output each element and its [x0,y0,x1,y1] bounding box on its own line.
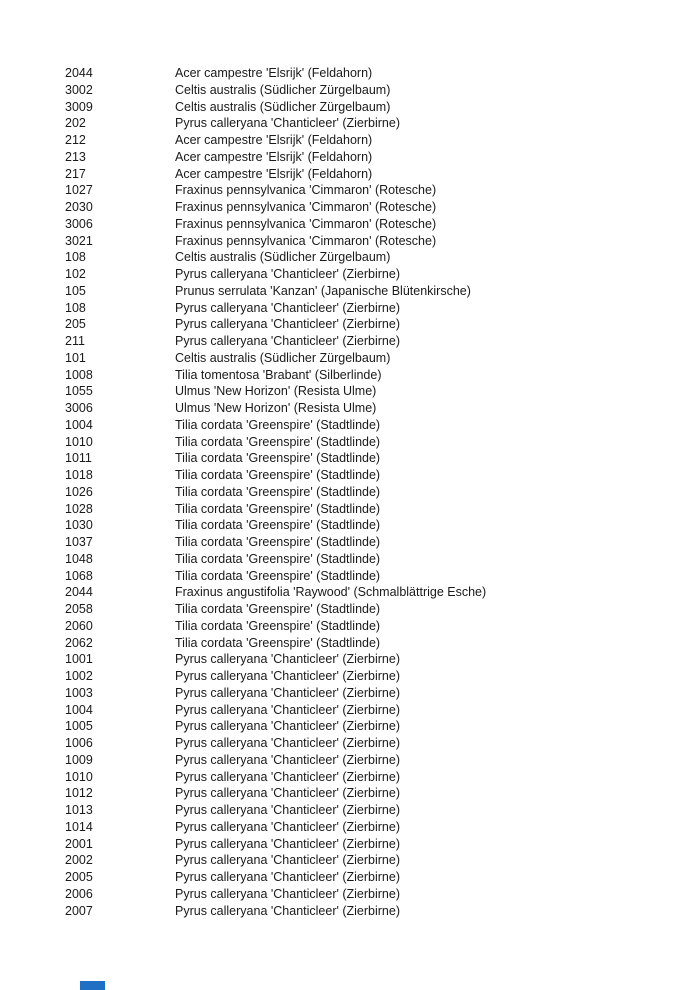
tree-species: Acer campestre 'Elsrijk' (Feldahorn) [175,149,373,164]
tree-species: Celtis australis (Südlicher Zürgelbaum) [175,350,391,365]
tree-species: Pyrus calleryana 'Chanticleer' (Zierbirne) [175,300,400,315]
tree-id: 1008 [65,367,93,382]
tree-id: 1048 [65,551,93,566]
tree-id: 2001 [65,836,93,851]
tree-id: 1068 [65,568,93,583]
table-row [65,233,680,250]
tree-id: 1028 [65,501,93,516]
tree-species: Fraxinus pennsylvanica 'Cimmaron' (Rotesche) [175,183,437,198]
tree-species: Fraxinus pennsylvanica 'Cimmaron' (Rotesche) [175,233,437,248]
table-row [65,517,680,534]
tree-id: 211 [65,334,85,348]
tree-id: 2044 [65,585,93,600]
tree-id: 1004 [65,417,93,432]
table-row [65,182,680,199]
table-row [65,300,680,317]
table-row [65,417,680,434]
tree-species: Pyrus calleryana 'Chanticleer' (Zierbirne) [175,786,400,801]
table-row [65,651,680,668]
tree-species: Tilia cordata 'Greenspire' (Stadtlinde) [175,501,381,516]
tree-id: 1006 [65,736,93,750]
tree-species: Tilia cordata 'Greenspire' (Stadtlinde) [175,618,381,633]
tree-id: 213 [65,149,86,164]
table-row [65,82,680,99]
tree-species: Pyrus calleryana 'Chanticleer' (Zierbirne) [175,819,400,834]
tree-species: Fraxinus angustifolia 'Raywood' (Schmalblättrige Esche) [175,585,487,600]
table-row [65,836,680,853]
tree-species: Ulmus 'New Horizon' (Resista Ulme) [175,384,377,399]
tree-species: Pyrus calleryana 'Chanticleer' (Zierbirne) [175,652,400,667]
table-row [65,501,680,518]
tree-species: Tilia cordata 'Greenspire' (Stadtlinde) [175,551,381,566]
tree-species: Pyrus calleryana 'Chanticleer' (Zierbirne) [175,736,400,750]
tree-species: Tilia cordata 'Greenspire' (Stadtlinde) [175,635,381,650]
tree-id: 217 [65,166,86,181]
tree-id: 1010 [65,434,93,449]
tree-species: Tilia cordata 'Greenspire' (Stadtlinde) [175,417,381,432]
tree-species: Pyrus calleryana 'Chanticleer' (Zierbirne) [175,334,400,348]
tree-id: 3006 [65,216,93,231]
tree-id: 1013 [65,803,93,817]
table-row [65,785,680,802]
table-row [65,618,680,635]
tree-species: Tilia cordata 'Greenspire' (Stadtlinde) [175,535,381,549]
tree-id: 1030 [65,518,93,533]
tree-species: Fraxinus pennsylvanica 'Cimmaron' (Rotesche) [175,200,437,214]
tree-id: 1011 [65,451,92,466]
tree-species: Tilia cordata 'Greenspire' (Stadtlinde) [175,484,381,499]
table-row [65,601,680,618]
tree-id: 212 [65,133,86,147]
tree-species: Tilia cordata 'Greenspire' (Stadtlinde) [175,568,381,583]
tree-species: Pyrus calleryana 'Chanticleer' (Zierbirne) [175,903,400,918]
tree-id: 2002 [65,853,93,868]
table-row [65,568,680,585]
tree-species: Tilia cordata 'Greenspire' (Stadtlinde) [175,434,381,449]
tree-id: 2030 [65,200,93,214]
tree-id: 1002 [65,669,93,683]
table-row [65,434,680,451]
tree-id: 1010 [65,769,93,784]
table-row [65,852,680,869]
table-row [65,333,680,350]
tree-id: 3021 [65,233,93,248]
tree-id: 1055 [65,384,93,399]
table-row [65,903,680,920]
tree-id: 2062 [65,635,93,650]
table-row [65,216,680,233]
table-row [65,99,680,116]
tree-id: 108 [65,250,86,265]
tree-species: Pyrus calleryana 'Chanticleer' (Zierbirne) [175,116,400,131]
table-row [65,350,680,367]
tree-id: 1003 [65,685,93,700]
tree-id: 108 [65,300,86,315]
table-row [65,199,680,216]
table-row [65,316,680,333]
tree-id: 2006 [65,886,93,901]
table-row [65,702,680,719]
tree-id: 2058 [65,602,93,616]
table-row [65,886,680,903]
partial-blue-element [80,981,105,990]
tree-id: 3009 [65,99,93,114]
tree-id: 1004 [65,702,93,717]
tree-species: Tilia cordata 'Greenspire' (Stadtlinde) [175,602,381,616]
table-row [65,249,680,266]
tree-id: 1037 [65,535,93,549]
table-row [65,635,680,652]
tree-id: 3002 [65,82,93,97]
table-row [65,367,680,384]
tree-species: Celtis australis (Südlicher Zürgelbaum) [175,250,391,265]
tree-species: Pyrus calleryana 'Chanticleer' (Zierbirne) [175,669,400,683]
tree-list [65,65,680,919]
tree-species: Pyrus calleryana 'Chanticleer' (Zierbirne) [175,719,400,734]
table-row [65,266,680,283]
tree-id: 101 [65,350,86,365]
table-row [65,668,680,685]
table-row [65,551,680,568]
tree-species: Pyrus calleryana 'Chanticleer' (Zierbirne) [175,752,400,767]
tree-species: Acer campestre 'Elsrijk' (Feldahorn) [175,166,373,181]
table-row [65,769,680,786]
table-row [65,450,680,467]
tree-id: 1005 [65,719,93,734]
tree-id: 2007 [65,903,93,918]
tree-id: 1018 [65,468,93,482]
tree-species: Pyrus calleryana 'Chanticleer' (Zierbirne) [175,702,400,717]
table-row [65,132,680,149]
table-row [65,869,680,886]
table-row [65,383,680,400]
tree-species: Pyrus calleryana 'Chanticleer' (Zierbirne) [175,886,400,901]
tree-id: 2044 [65,66,93,80]
table-row [65,467,680,484]
tree-species: Tilia tomentosa 'Brabant' (Silberlinde) [175,367,382,382]
tree-species: Celtis australis (Südlicher Zürgelbaum) [175,99,391,114]
tree-id: 102 [65,267,86,281]
tree-species: Tilia cordata 'Greenspire' (Stadtlinde) [175,451,381,466]
tree-species: Pyrus calleryana 'Chanticleer' (Zierbirne) [175,803,400,817]
table-row [65,735,680,752]
table-row [65,685,680,702]
tree-id: 105 [65,283,86,298]
table-row [65,149,680,166]
table-row [65,534,680,551]
table-row [65,584,680,601]
tree-id: 1027 [65,183,93,198]
tree-species: Acer campestre 'Elsrijk' (Feldahorn) [175,133,373,147]
tree-id: 202 [65,116,86,131]
tree-id: 1014 [65,819,93,834]
tree-id: 1026 [65,484,93,499]
table-row [65,752,680,769]
table-row [65,718,680,735]
tree-species: Celtis australis (Südlicher Zürgelbaum) [175,82,391,97]
tree-species: Acer campestre 'Elsrijk' (Feldahorn) [175,66,373,80]
table-row [65,400,680,417]
tree-species: Tilia cordata 'Greenspire' (Stadtlinde) [175,518,381,533]
tree-id: 3006 [65,401,93,415]
tree-species: Pyrus calleryana 'Chanticleer' (Zierbirne) [175,685,400,700]
tree-id: 205 [65,317,86,332]
tree-species: Tilia cordata 'Greenspire' (Stadtlinde) [175,468,381,482]
table-row [65,802,680,819]
table-row [65,484,680,501]
table-row [65,283,680,300]
tree-id: 2005 [65,870,93,884]
tree-species: Pyrus calleryana 'Chanticleer' (Zierbirne) [175,267,400,281]
tree-species: Pyrus calleryana 'Chanticleer' (Zierbirne) [175,870,400,884]
table-row [65,166,680,183]
table-row [65,65,680,82]
tree-species: Ulmus 'New Horizon' (Resista Ulme) [175,401,377,415]
table-row [65,819,680,836]
tree-species: Pyrus calleryana 'Chanticleer' (Zierbirne) [175,317,400,332]
tree-id: 1012 [65,786,93,801]
tree-id: 1001 [65,652,93,667]
tree-species: Pyrus calleryana 'Chanticleer' (Zierbirne) [175,853,400,868]
tree-species: Pyrus calleryana 'Chanticleer' (Zierbirne) [175,769,400,784]
tree-species: Prunus serrulata 'Kanzan' (Japanische Blütenkirsche) [175,283,471,298]
tree-species: Pyrus calleryana 'Chanticleer' (Zierbirne) [175,836,400,851]
tree-id: 1009 [65,752,93,767]
tree-id: 2060 [65,618,93,633]
table-row [65,115,680,132]
tree-species: Fraxinus pennsylvanica 'Cimmaron' (Rotesche) [175,216,437,231]
